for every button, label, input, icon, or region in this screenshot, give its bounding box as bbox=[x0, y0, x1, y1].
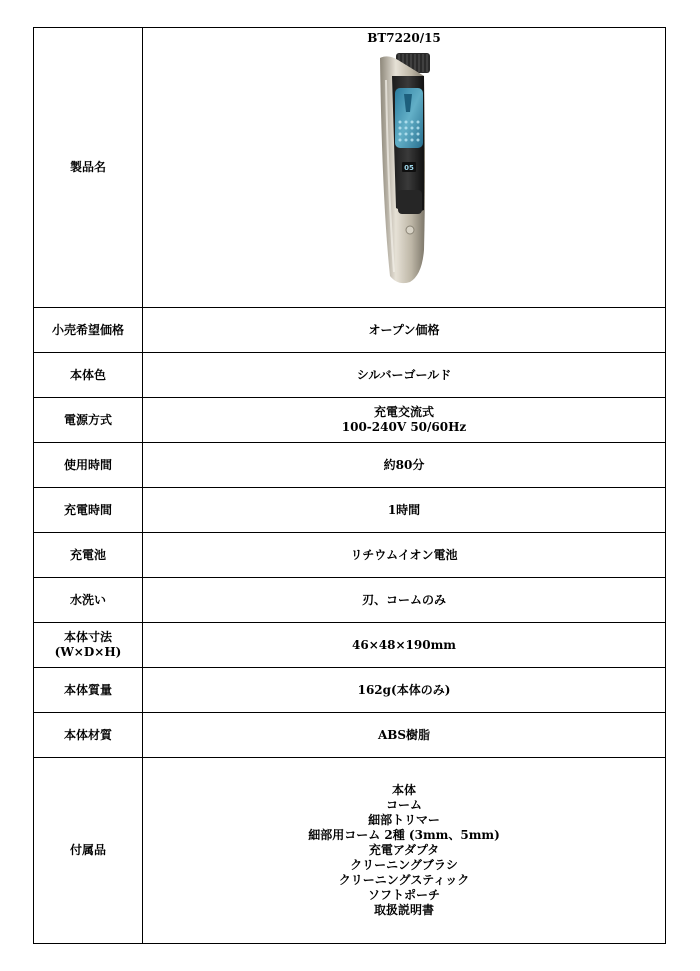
row-body-color bbox=[34, 353, 666, 398]
value-charge-time: 1時間 bbox=[143, 488, 666, 533]
svg-text:05: 05 bbox=[404, 164, 414, 172]
label-dimensions bbox=[34, 623, 143, 668]
dimensions-label-line: (W×D×H) bbox=[54, 645, 122, 659]
row-charge-time bbox=[34, 488, 666, 533]
accessory-item: クリーニングスティック bbox=[338, 873, 470, 887]
accessory-item: 充電アダプタ bbox=[368, 843, 440, 857]
label-material: 本体材質 bbox=[34, 713, 143, 758]
value-battery: リチウムイオン電池 bbox=[143, 533, 666, 578]
row-product-name bbox=[34, 28, 666, 308]
accessory-item: 取扱説明書 bbox=[373, 903, 434, 917]
row-usage-time bbox=[34, 443, 666, 488]
beard-trimmer-image bbox=[364, 50, 444, 295]
accessory-item: コーム bbox=[385, 798, 422, 812]
label-usage-time: 使用時間 bbox=[34, 443, 143, 488]
label-product-name: 製品名 bbox=[34, 28, 143, 308]
value-retail-price: オープン価格 bbox=[143, 308, 666, 353]
accessory-item: 本体 bbox=[391, 783, 416, 797]
value-body-color: シルバーゴールド bbox=[143, 353, 666, 398]
label-retail-price: 小売希望価格 bbox=[34, 308, 143, 353]
dimensions-label-line: 本体寸法 bbox=[63, 630, 112, 644]
row-dimensions bbox=[34, 623, 666, 668]
value-power-source bbox=[143, 398, 666, 443]
power-source-line: 100-240V 50/60Hz bbox=[341, 420, 467, 434]
row-retail-price bbox=[34, 308, 666, 353]
accessory-item: ソフトポーチ bbox=[367, 888, 440, 902]
label-charge-time: 充電時間 bbox=[34, 488, 143, 533]
label-weight: 本体質量 bbox=[34, 668, 143, 713]
model-number: BT7220/15 bbox=[367, 31, 441, 45]
label-washable: 水洗い bbox=[34, 578, 143, 623]
value-product-name bbox=[143, 28, 666, 308]
value-weight: 162g(本体のみ) bbox=[143, 668, 666, 713]
power-source-line: 充電交流式 bbox=[373, 405, 434, 419]
accessory-item: クリーニングブラシ bbox=[350, 858, 458, 872]
row-weight bbox=[34, 668, 666, 713]
accessory-item: 細部用コーム 2種 (3mm、5mm) bbox=[308, 828, 500, 842]
row-power-source bbox=[34, 398, 666, 443]
value-usage-time: 約80分 bbox=[143, 443, 666, 488]
label-battery: 充電池 bbox=[34, 533, 143, 578]
value-dimensions: 46×48×190mm bbox=[143, 623, 666, 668]
value-material: ABS樹脂 bbox=[143, 713, 666, 758]
row-battery bbox=[34, 533, 666, 578]
value-washable: 刃、コームのみ bbox=[143, 578, 666, 623]
label-body-color: 本体色 bbox=[34, 353, 143, 398]
label-power-source: 電源方式 bbox=[34, 398, 143, 443]
row-washable bbox=[34, 578, 666, 623]
accessory-item: 細部トリマー bbox=[368, 813, 440, 827]
spec-table bbox=[33, 27, 666, 944]
value-accessories bbox=[143, 758, 666, 944]
row-accessories bbox=[34, 758, 666, 944]
row-material bbox=[34, 713, 666, 758]
label-accessories: 付属品 bbox=[34, 758, 143, 944]
